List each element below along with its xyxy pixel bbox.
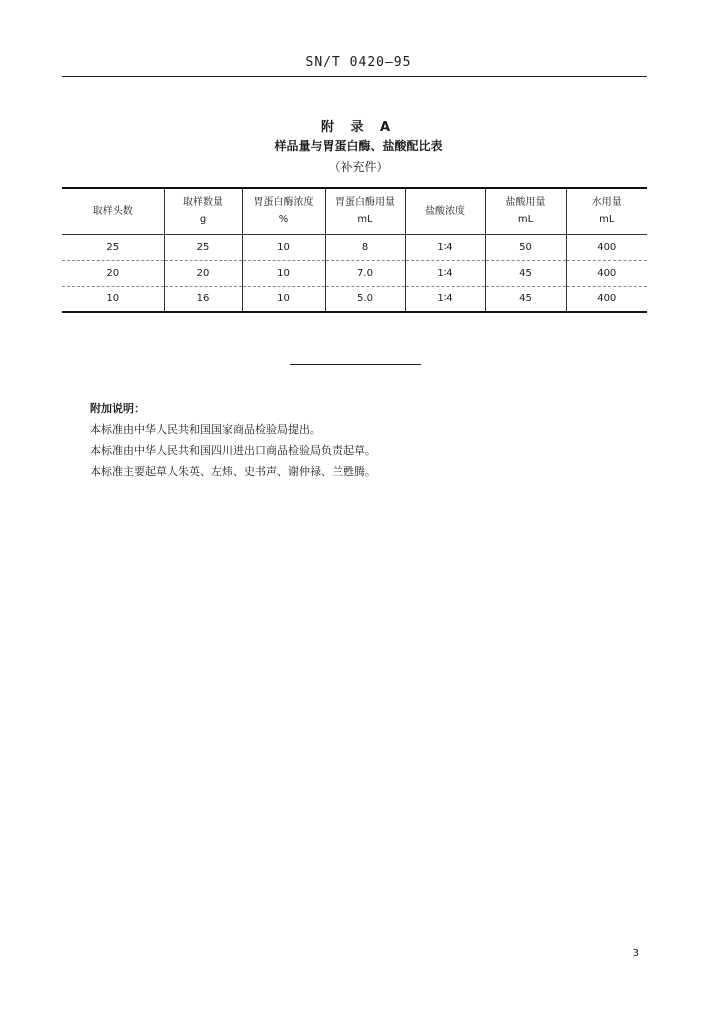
remarks-line: 本标准主要起草人朱英、左炜、史书声、谢仲禄、兰甦腾。 [90, 465, 376, 478]
table-cell: 45 [485, 286, 566, 312]
ratio-table [62, 187, 647, 313]
column-header-unit: mL [357, 214, 373, 226]
table-cell: 7.0 [325, 260, 405, 286]
table-cell: 16 [164, 286, 242, 312]
page-number: 3 [632, 948, 639, 959]
column-header-unit: g [199, 214, 207, 226]
table-cell: 20 [164, 260, 242, 286]
table-cell: 10 [242, 260, 325, 286]
column-header-label: 胃蛋白酶用量 [335, 197, 395, 209]
column-header [405, 188, 485, 234]
column-header [566, 188, 647, 234]
appendix-title: 附 录 A [320, 120, 397, 135]
section-divider [290, 364, 421, 365]
header-rule [62, 76, 647, 77]
table-cell: 5.0 [325, 286, 405, 312]
column-header [164, 188, 242, 234]
table-cell: 8 [325, 234, 405, 260]
column-header-label: 取样头数 [92, 205, 133, 217]
column-header-label: 取样数量 [183, 197, 223, 209]
column-header-label: 水用量 [591, 197, 622, 209]
table-cell: 25 [106, 241, 120, 253]
table-row [62, 260, 647, 286]
table-cell: 25 [164, 234, 242, 260]
column-header-label: 盐酸用量 [505, 197, 546, 209]
remarks-line: 本标准由中华人民共和国国家商品检验局提出。 [90, 423, 321, 436]
column-header-unit: mL [599, 214, 615, 226]
column-header-unit: mL [517, 214, 534, 226]
column-header [242, 188, 325, 234]
column-header-label: 盐酸浓度 [425, 205, 465, 217]
table-cell: 50 [485, 234, 566, 260]
table-cell: 400 [566, 286, 647, 312]
table-cell: 10 [106, 293, 120, 305]
table-cell: 10 [242, 234, 325, 260]
remarks-line: 本标准由中华人民共和国四川进出口商品检验局负责起草。 [90, 444, 376, 457]
table-cell: 20 [106, 267, 120, 279]
table-header-row [62, 188, 647, 234]
remarks-title: 附加说明： [90, 402, 145, 415]
table-cell: 400 [566, 234, 647, 260]
column-header [325, 188, 405, 234]
table-cell: 45 [485, 260, 566, 286]
column-header [62, 188, 164, 234]
table-cell: 400 [566, 260, 647, 286]
table-cell: 1∶4 [405, 234, 485, 260]
table-cell: 1∶4 [405, 286, 485, 312]
column-header [485, 188, 566, 234]
table-cell: 1∶4 [405, 260, 485, 286]
standard-code: SN/T 0420—95 [305, 55, 412, 70]
table-row [62, 286, 647, 312]
table-cell: 10 [242, 286, 325, 312]
additional-remarks [90, 398, 376, 482]
appendix-subtitle: 样品量与胃蛋白酶、盐酸配比表 [274, 139, 443, 153]
column-header-label: 胃蛋白酶浓度 [253, 197, 314, 209]
table-row [62, 234, 647, 260]
appendix-note: （补充件） [328, 160, 389, 174]
column-header-unit: % [278, 214, 289, 226]
